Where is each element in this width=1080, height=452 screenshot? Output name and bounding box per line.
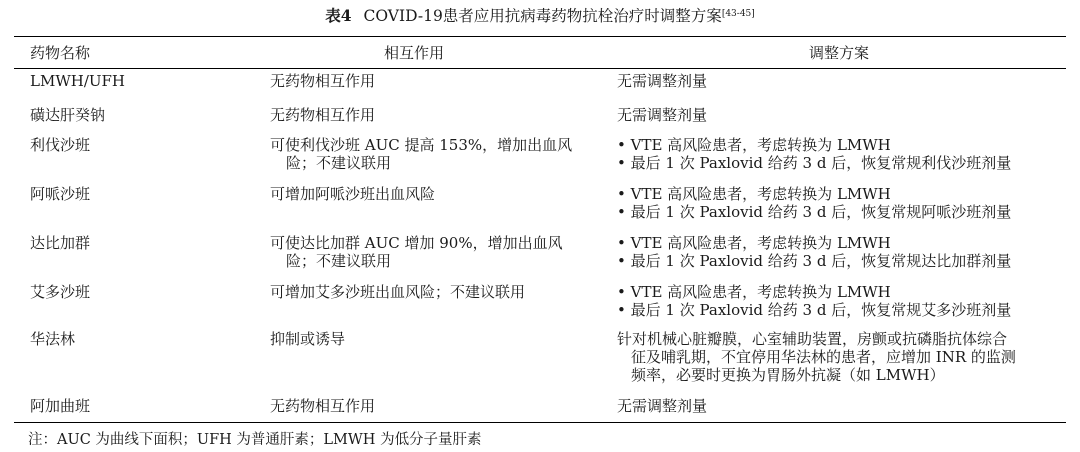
plan-line: 针对机械心脏瓣膜，心室辅助装置，房颤或抗磷脂抗体综合 (617, 330, 1008, 348)
interaction-line: 无药物相互作用 (270, 106, 376, 124)
plan-bullet: • 最后 1 次 Paxlovid 给药 3 d 后，恢复常规艾多沙班剂量 (617, 301, 1012, 319)
plan-bullet: • 最后 1 次 Paxlovid 给药 3 d 后，恢复常规利伐沙班剂量 (617, 154, 1012, 172)
interaction-cell (270, 234, 606, 270)
header-adjustment-plan: 调整方案 (808, 44, 869, 62)
plan-bullet: • VTE 高风险患者，考虑转换为 LMWH (617, 136, 891, 154)
plan-bullet: • VTE 高风险患者，考虑转换为 LMWH (617, 234, 891, 252)
table-caption (14, 4, 1066, 28)
plan-bullet: • VTE 高风险患者，考虑转换为 LMWH (617, 185, 891, 203)
plan-line: 征及哺乳期，不宜停用华法林的患者，应增加 INR 的监测 (631, 348, 1016, 366)
interaction-cell (270, 185, 606, 203)
header-interaction: 相互作用 (383, 44, 444, 62)
table-number: 表4 (325, 6, 352, 25)
plan-bullet: • 最后 1 次 Paxlovid 给药 3 d 后，恢复常规阿哌沙班剂量 (617, 203, 1012, 221)
interaction-cell (270, 397, 606, 415)
interaction-cell (270, 283, 606, 301)
table-page (0, 4, 1080, 452)
interaction-cell (270, 106, 606, 124)
table-title: COVID-19患者应用抗病毒药物抗栓治疗时调整方案 (363, 7, 722, 25)
drug-name: 艾多沙班 (30, 283, 91, 301)
plan-line: 无需调整剂量 (617, 397, 708, 415)
interaction-line: 无药物相互作用 (270, 72, 376, 90)
interaction-line: 抑制或诱导 (270, 330, 346, 348)
plan-cell (617, 106, 1077, 124)
interaction-line: 可增加阿哌沙班出血风险 (270, 185, 436, 203)
drug-name: 阿加曲班 (30, 397, 91, 415)
interaction-cell (270, 136, 606, 172)
plan-line: 频率，必要时更换为胃肠外抗凝（如 LMWH） (631, 366, 945, 384)
drug-name: 华法林 (30, 330, 76, 348)
plan-cell (617, 136, 1077, 172)
plan-cell (617, 283, 1077, 319)
reference-marker: [43-45] (721, 9, 755, 19)
interaction-line: 可增加艾多沙班出血风险；不建议联用 (270, 283, 526, 301)
drug-name: 阿哌沙班 (30, 185, 91, 203)
drug-name: LMWH/UFH (30, 72, 126, 90)
interaction-line: 无药物相互作用 (270, 397, 376, 415)
drug-name: 磺达肝癸钠 (30, 106, 106, 124)
plan-cell (617, 185, 1077, 221)
table-header (14, 39, 1066, 67)
header-drug-name: 药物名称 (30, 44, 91, 62)
drug-name: 达比加群 (30, 234, 91, 252)
table-footnote: 注：AUC 为曲线下面积；UFH 为普通肝素；LMWH 为低分子量肝素 (28, 432, 482, 448)
drug-name: 利伐沙班 (30, 136, 91, 154)
header-rule (14, 68, 1066, 69)
top-rule (14, 36, 1066, 37)
plan-cell (617, 72, 1077, 90)
interaction-cell (270, 72, 606, 90)
plan-cell (617, 330, 1077, 384)
interaction-line: 可使达比加群 AUC 增加 90%，增加出血风 (270, 234, 563, 252)
interaction-line: 险；不建议联用 (286, 252, 392, 270)
plan-line: 无需调整剂量 (617, 72, 708, 90)
interaction-line: 可使利伐沙班 AUC 提高 153%，增加出血风 (270, 136, 573, 154)
interaction-line: 险；不建议联用 (286, 154, 392, 172)
interaction-cell (270, 330, 606, 348)
plan-bullet: • VTE 高风险患者，考虑转换为 LMWH (617, 283, 891, 301)
plan-cell (617, 397, 1077, 415)
plan-cell (617, 234, 1077, 270)
plan-bullet: • 最后 1 次 Paxlovid 给药 3 d 后，恢复常规达比加群剂量 (617, 252, 1012, 270)
bottom-rule (14, 422, 1066, 423)
plan-line: 无需调整剂量 (617, 106, 708, 124)
